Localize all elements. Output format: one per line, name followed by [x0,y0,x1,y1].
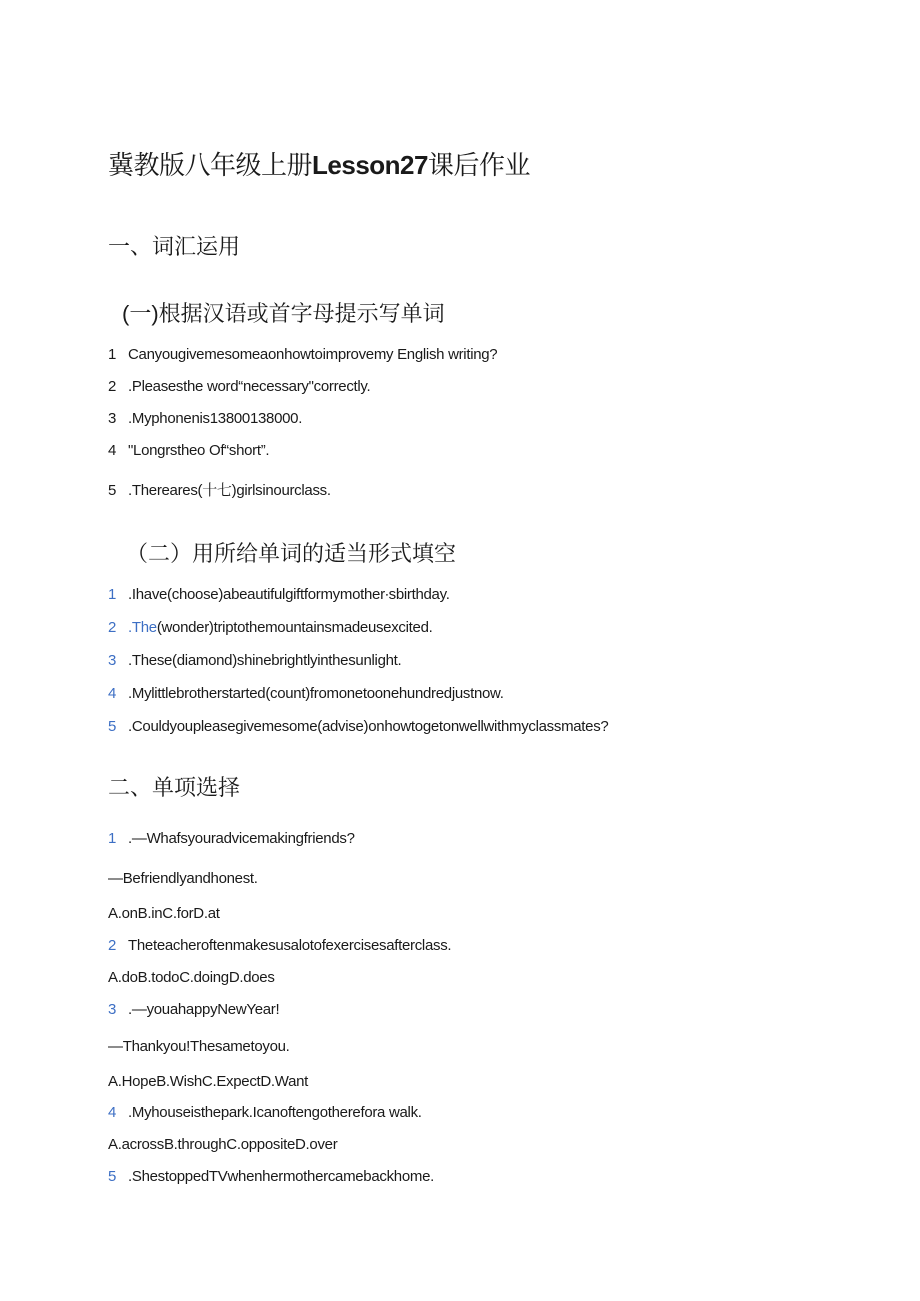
item-text: Canyougivemesomeaonhowtoimprovemy English writing? [128,346,498,363]
choice-q3-options: A.HopeB.WishC.ExpectD.Want [108,1073,309,1090]
item-prefix: .The [128,619,157,636]
item-text: .Mylittlebrotherstarted(count)fromonetoonehundredjustnow. [128,685,504,702]
item-number: 2 [108,378,117,395]
part1-heading: (一)根据汉语或首字母提示写单词 [122,301,445,326]
part2-item-2 [108,619,432,636]
part2-heading: （二）用所给单词的适当形式填空 [126,541,457,566]
item-number: 3 [108,1001,117,1018]
item-number: 1 [108,586,117,603]
part1-item-5 [108,479,331,500]
item-text: .Myphonenis13800138000. [128,410,303,427]
part2-item-3 [108,652,401,669]
section-vocabulary-heading: 一、词汇运用 [108,234,241,259]
choice-q5 [108,1168,434,1185]
item-text: .These(diamond)shinebrightlyinthesunlight. [128,652,402,669]
part1-item-3 [108,410,302,427]
choice-q4-options: A.acrossB.throughC.oppositeD.over [108,1136,338,1153]
item-number: 4 [108,442,117,459]
item-number: 1 [108,830,117,847]
item-number: 2 [108,619,117,636]
choice-q3 [108,1001,279,1018]
item-text: .Ihave(choose)abeautifulgiftformymother∙sbirthday. [128,586,450,603]
item-text: .Couldyoupleasegivemesome(advise)onhowtogetonwellwithmyclassmates? [128,718,609,735]
section-choice-heading: 二、单项选择 [108,775,241,800]
part2-item-1 [108,586,450,603]
item-number: 5 [108,482,117,499]
item-number: 5 [108,718,117,735]
choice-q1-reply: —Befriendlyandhonest. [108,870,258,887]
item-number: 5 [108,1168,117,1185]
item-number: 4 [108,685,117,702]
item-number: 4 [108,1104,117,1121]
item-number: 1 [108,346,117,363]
item-number: 2 [108,937,117,954]
document-title [108,145,530,182]
item-text: Theteacheroftenmakesusalotofexercisesafterclass. [128,937,452,954]
item-text: .—youahappyNewYear! [128,1001,280,1018]
part1-item-2 [108,378,370,395]
item-text: .ShestoppedTVwhenhermothercamebackhome. [128,1168,434,1185]
item-text: (wonder)triptothemountainsmadeusexcited. [156,619,433,636]
part1-item-1 [108,346,497,363]
item-text: .Thereares(十七)girlsinourclass. [128,482,331,499]
item-number: 3 [108,652,117,669]
item-text: .Myhouseisthepark.Icanoftengotherefora walk. [128,1104,422,1121]
part2-item-4 [108,685,504,702]
part2-item-5 [108,718,608,735]
title-lesson: Lesson27 [312,150,428,180]
choice-q2-options: A.doB.todoC.doingD.does [108,969,275,986]
item-text: "Longrstheo Of“short”. [128,442,270,459]
choice-q2 [108,937,451,954]
choice-q1-options: A.onB.inC.forD.at [108,905,220,922]
choice-q3-reply: —Thankyou!Thesametoyou. [108,1038,290,1055]
choice-q4 [108,1104,422,1121]
part1-item-4 [108,442,269,459]
item-text: .Pleasesthe word“necessary"correctly. [128,378,371,395]
item-text: .—Whafsyouradvicemakingfriends? [128,830,355,847]
title-cn: 冀教版八年级上册 [108,150,313,180]
item-number: 3 [108,410,117,427]
title-cn-suffix: 课后作业 [427,150,530,180]
choice-q1 [108,830,355,847]
